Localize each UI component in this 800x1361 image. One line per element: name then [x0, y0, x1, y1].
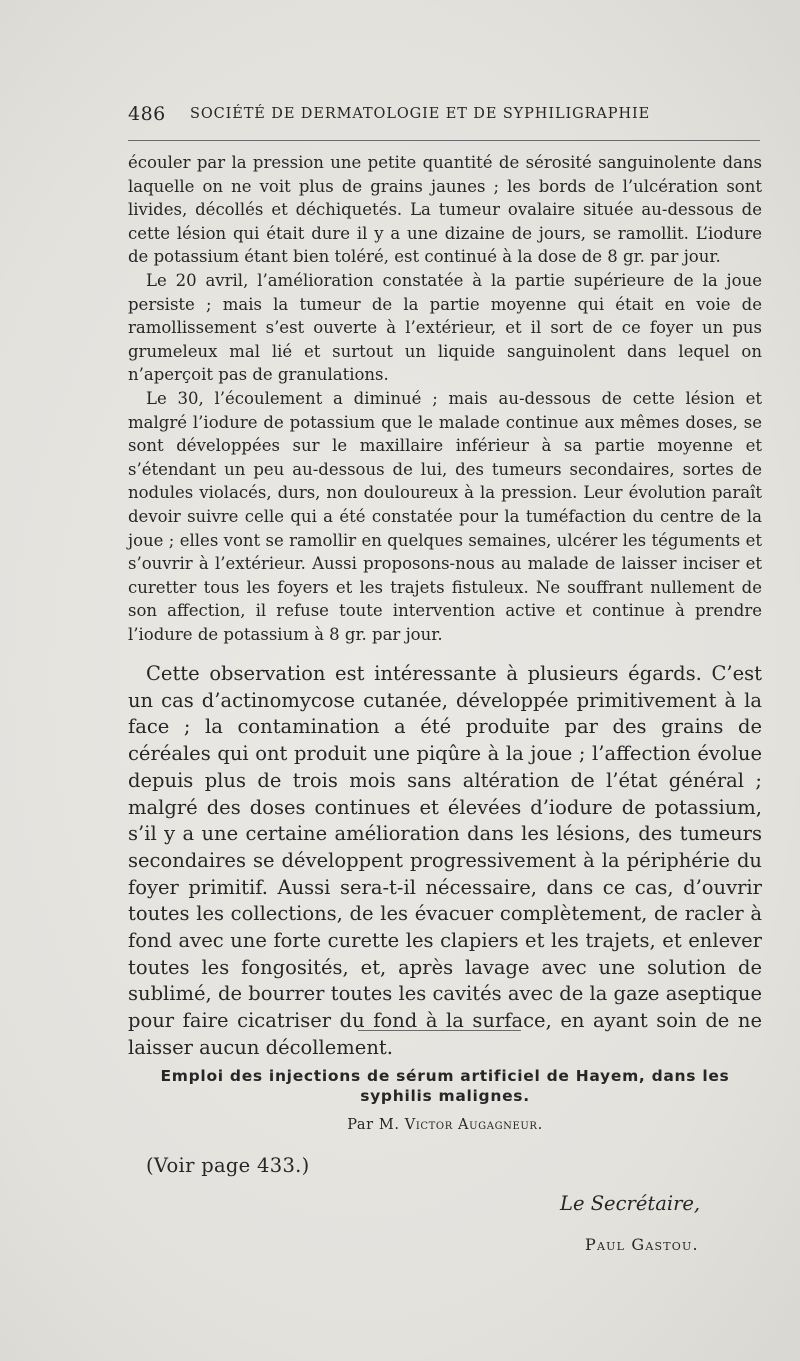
case-notes	[128, 151, 762, 646]
author-name: Victor Augagneur.	[404, 1117, 543, 1133]
article-author	[120, 1117, 770, 1133]
page-number: 486	[128, 103, 166, 125]
running-title: SOCIÉTÉ DE DERMATOLOGIE ET DE SYPHILIGRAPHIE	[190, 106, 651, 122]
conclusion-paragraph: Cette observation est intéressante à plusieurs égards. C’est un cas d’actinomycose cutanée, développée primitivement à la face ; la contamination a été produite par des grains de céréales qui ont produit une piqûre à la joue ; l’affection évolue depuis plus de trois mois sans altération de l’état général ; malgré des doses continues et élevées d’iodure de potassium, s’il y a une certaine amélioration dans les lésions, des tumeurs secondaires se développent progressivement à la périphérie du foyer primitif. Aussi sera-t-il nécessaire, dans ce cas, d’ouvrir toutes les collections, de les évacuer complètement, de racler à fond avec une forte curette les clapiers et les trajets, et enlever toutes les fongosités, et, après lavage avec une solution de sublimé, de bourrer toutes les cavités avec de la gaze aseptique pour faire cicatriser du fond à la surface, en ayant soin de ne laisser aucun décollement.	[128, 662, 762, 1059]
page-reference: (Voir page 433.)	[146, 1154, 310, 1177]
signature-name: Paul Gastou.	[585, 1235, 699, 1254]
case-paragraph: Le 20 avril, l’amélioration constatée à la partie supérieure de la joue persiste ; mais la tumeur de la partie moyenne qui était en voie de ramollissement s’est ouverte à l’extérieur, et il sort de ce foyer un pus grumeleux mal lié et surtout un liquide sanguinolent dans lequel on n’aperçoit pas de granulations.	[128, 270, 762, 385]
article-title-line: Emploi des injections de sérum artificiel de Hayem, dans les	[160, 1067, 730, 1085]
page-header	[128, 103, 760, 127]
conclusion-section	[128, 661, 762, 1062]
article-title-line: syphilis malignes.	[360, 1087, 530, 1105]
case-paragraph: écouler par la pression une petite quantité de sérosité sanguinolente dans laquelle on ne voit plus de grains jaunes ; les bords de l’ulcération sont livides, décollés et déchiquetés. La tumeur ovalaire située au-dessous de cette lésion qui était dure il y a une dizaine de jours, se ramollit. L’iodure de potassium étant bien toléré, est continué à la dose de 8 gr. par jour.	[128, 153, 762, 267]
article-title	[120, 1066, 770, 1106]
case-paragraph: Le 30, l’écoulement a diminué ; mais au-dessous de cette lésion et malgré l’iodure de potassium que le malade continue aux mêmes doses, se sont développées sur le maxillaire inférieur à sa partie moyenne et s’étendant un peu au-dessous de lui, des tumeurs secondaires, sortes de nodules violacés, durs, non douloureux à la pression. Leur évolution paraît devoir suivre celle qui a été constatée pour la tuméfaction du centre de la joue ; elles vont se ramollir en quelques semaines, ulcérer les téguments et s’ouvrir à l’extérieur. Aussi proposons-nous au malade de laisser inciser et curetter tous les foyers et les trajets fistuleux. Ne souffrant nullement de son affection, il refuse toute intervention active et continue à prendre l’iodure de potassium à 8 gr. par jour.	[128, 388, 762, 644]
author-prefix: Par M.	[347, 1117, 400, 1133]
signature-role: Le Secrétaire,	[560, 1192, 701, 1215]
section-divider	[358, 1030, 521, 1031]
header-divider	[128, 140, 760, 141]
